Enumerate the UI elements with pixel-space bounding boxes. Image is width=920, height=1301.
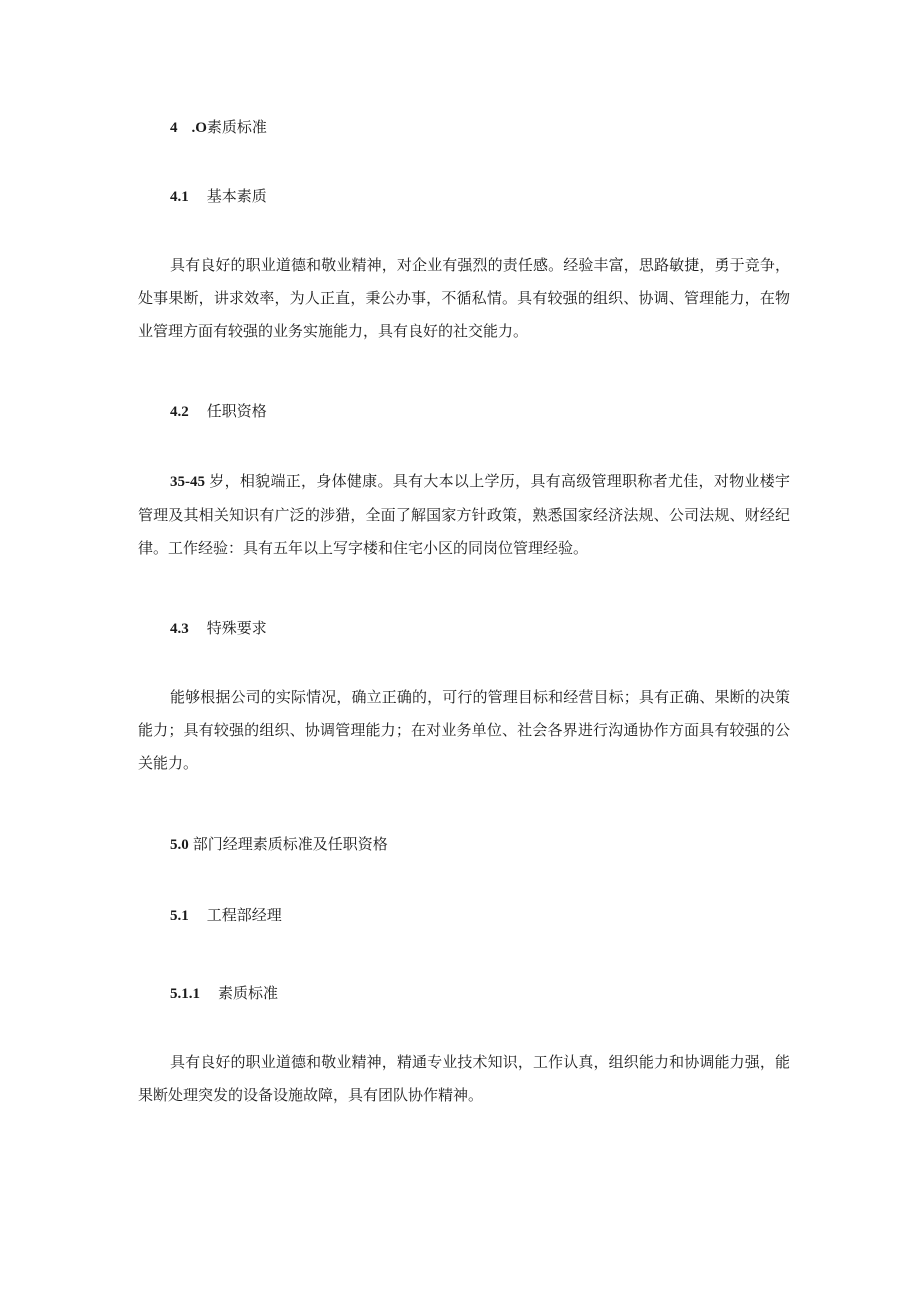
section-title: 基本素质 [206, 187, 267, 205]
section-number: 4.2 [170, 404, 189, 420]
section-title: 任职资格 [206, 402, 267, 420]
section-title: 工程部经理 [206, 906, 282, 924]
section-heading-4-0 [170, 117, 267, 138]
section-number: 4.1 [170, 189, 189, 205]
paragraph-qualification [138, 465, 790, 565]
paragraph-basic-quality: 具有良好的职业道德和敬业精神，对企业有强烈的责任感。经验丰富，思路敏捷，勇于竞争，处事果断，讲求效率，为人正直，秉公办事，不循私情。具有较强的组织、协调、管理能力，在物业管理方面有较强的业务实施能力，具有良好的社交能力。 [138, 256, 790, 340]
qualification-text: 岁，相貌端正，身体健康。具有大本以上学历，具有高级管理职称者尤佳，对物业楼宇管理及其相关知识有广泛的涉猎，全面了解国家方针政策，熟悉国家经济法规、公司法规、财经纪律。工作经验：具有五年以上写字楼和住宅小区的同岗位管理经验。 [138, 472, 790, 557]
section-number: 5.1.1 [170, 986, 200, 1002]
section-heading-4-1 [170, 186, 267, 207]
section-heading-5-1 [170, 905, 282, 926]
section-number: 4.3 [170, 621, 189, 637]
section-heading-5-0 [170, 834, 388, 855]
section-title: 特殊要求 [206, 619, 267, 637]
section-title: 素质标准 [206, 118, 267, 136]
section-number: 4 [170, 120, 178, 136]
section-number: 5.0 [170, 837, 189, 853]
section-heading-4-2 [170, 401, 267, 422]
age-range: 35-45 [170, 474, 205, 490]
section-title: 部门经理素质标准及任职资格 [192, 835, 388, 853]
section-title: 素质标准 [218, 984, 279, 1002]
paragraph-special-requirements: 能够根据公司的实际情况，确立正确的，可行的管理目标和经营目标；具有正确、果断的决策能力；具有较强的组织、协调管理能力；在对业务单位、社会各界进行沟通协作方面具有较强的公关能力。 [138, 688, 790, 772]
section-number-suffix: .O [191, 120, 207, 136]
section-heading-5-1-1 [170, 983, 278, 1004]
section-number: 5.1 [170, 908, 189, 924]
paragraph-engineering-manager-quality: 具有良好的职业道德和敬业精神，精通专业技术知识，工作认真，组织能力和协调能力强，能果断处理突发的设备设施故障，具有团队协作精神。 [138, 1053, 790, 1104]
section-heading-4-3 [170, 618, 267, 639]
